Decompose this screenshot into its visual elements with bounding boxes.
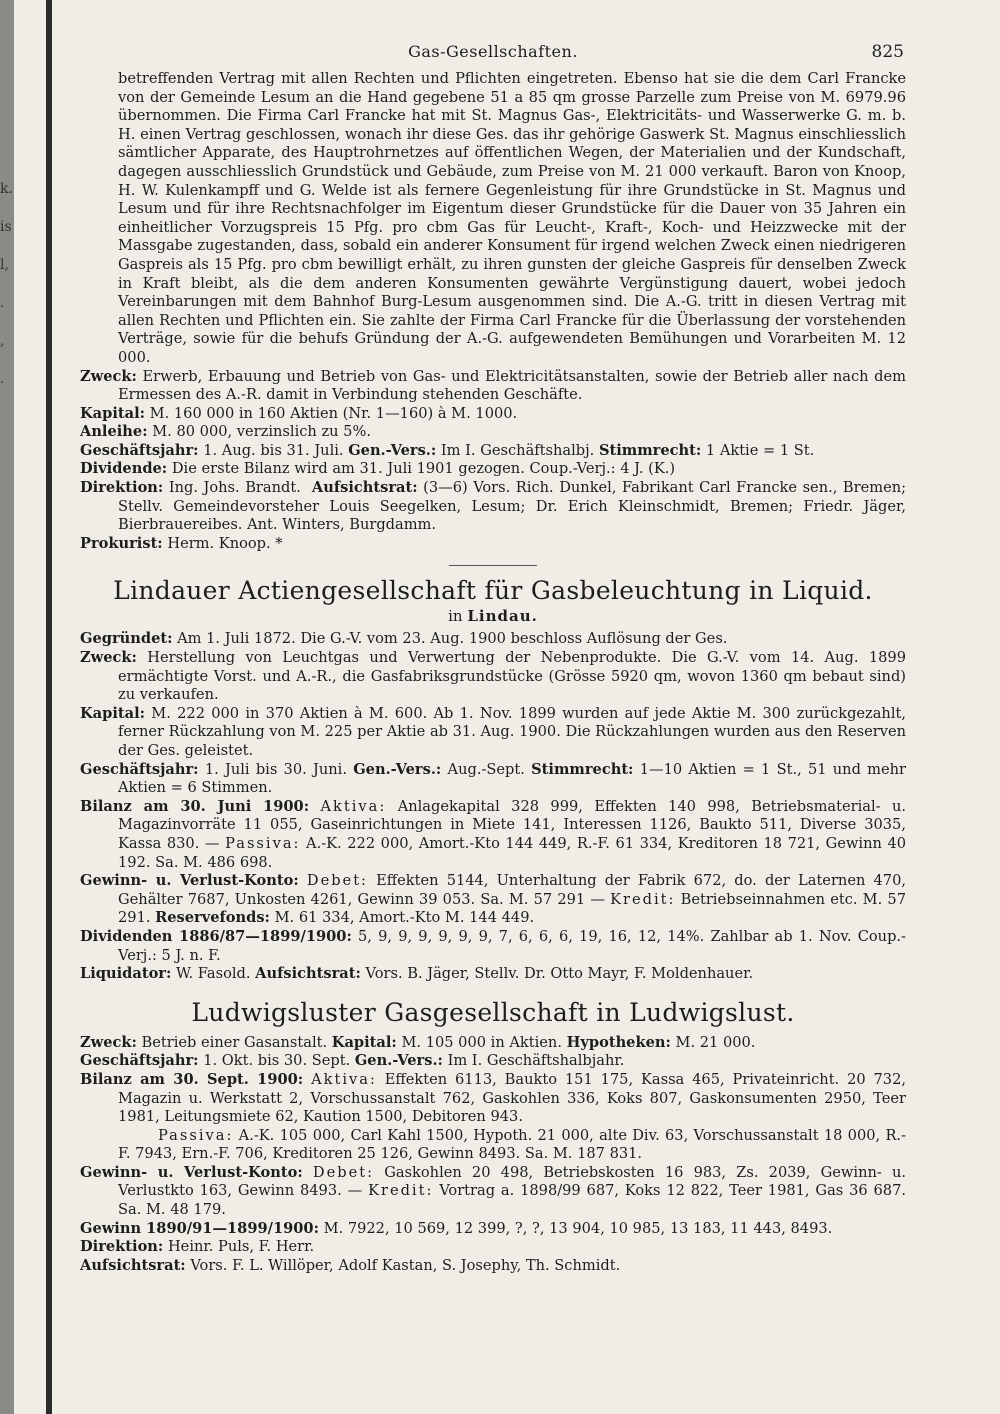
dividende-label: Dividende: [80, 460, 168, 478]
bilanz-entry [80, 798, 906, 872]
gewinn-verlust-entry [80, 1164, 906, 1220]
hypotheken-text: M. 21 000. [675, 1033, 756, 1051]
gegruendet-text: Am 1. Juli 1872. Die G.-V. vom 23. Aug. 1900 beschloss Auflösung der Ges. [177, 630, 728, 648]
kapital-label: Kapital: [80, 404, 146, 422]
zweck-label: Zweck: [80, 1033, 137, 1051]
genvers-label: Gen.-Vers.: [348, 441, 437, 459]
bilanz-label: Bilanz am 30. Sept. 1900: [80, 1070, 304, 1088]
margin-fragment: l, [0, 257, 9, 273]
kredit-label: Kredit: [368, 1182, 434, 1200]
dividenden-entry [80, 928, 906, 965]
zweck-entry [80, 368, 906, 405]
kapital-text: M. 160 000 in 160 Aktien (Nr. 1—160) à M. 1000. [149, 404, 518, 422]
location-city: Lindau. [467, 607, 538, 626]
direktion-label: Direktion: [80, 1238, 164, 1256]
section-divider [449, 565, 537, 566]
kredit-text: Vortrag a. 1898/99 687, Koks 12 822, Teer 1981, Gas 36 687. Sa. M. 48 179. [118, 1182, 906, 1219]
debet-label: Debet: [306, 872, 368, 890]
geschaeftsjahr-entry [80, 761, 906, 798]
margin-fragments [0, 170, 30, 398]
stimmrecht-text: 1—10 Aktien = 1 St., 51 und mehr Aktien = 6 Stimmen. [118, 760, 907, 797]
genvers-text: Im I. Geschäftshalbj. [440, 441, 595, 459]
kapital-entry [80, 405, 906, 424]
margin-fragment: is [0, 219, 12, 235]
direktion-text: Ing. Johs. Brandt. [168, 479, 301, 497]
anleihe-label: Anleihe: [80, 423, 148, 441]
genvers-text: Im I. Geschäftshalbjahr. [447, 1052, 625, 1070]
page-number: 825 [871, 42, 904, 62]
aufsichtsrat-entry [80, 1257, 906, 1276]
gewinn-verlust-label: Gewinn- u. Verlust-Konto: [80, 1163, 303, 1181]
aufsichtsrat-label: Aufsichtsrat: [311, 479, 418, 497]
hypotheken-label: Hypotheken: [566, 1033, 671, 1051]
debet-text: Gaskohlen 20 498, Betriebskosten 16 983, Zs. 2039, Gewinn- u. Verlustkto 163, Gewinn 8493. — [118, 1163, 906, 1200]
passiva-text: A.-K. 105 000, Carl Kahl 1500, Hypoth. 21 000, alte Div. 63, Vorschussanstalt 18 000, R.-F. 7943, Ern.-F. 706, Kreditoren 25 126, Gewinn 8493. Sa. M. 187 831. [118, 1126, 907, 1163]
margin-fragment: . [0, 295, 5, 311]
prokurist-entry [80, 535, 906, 554]
dividenden-label: Dividenden 1886/87—1899/1900: [80, 927, 352, 945]
aufsichtsrat-label: Aufsichtsrat: [80, 1256, 186, 1274]
contract-paragraph: betreffenden Vertrag mit allen Rechten und Pflichten eingetreten. Ebenso hat sie die dem Carl Francke von der Gemeinde Lesum an die Hand gegebene 51 a 85 qm grosse Parzelle zum Preise von M. 6979.96 übernommen. Die Firma Carl Francke hat mit St. Magnus Gas-, Elektricitäts- und Wasserwerke G. m. b. H. einen Vertrag geschlossen, wonach ihr diese Ges. das ihr gehörige Gaswerk St. Magnus einschliesslich sämtlicher Apparate, des Hauptrohrnetzes auf öffentlichen Wegen, der Materialien und der Kundschaft, dagegen ausschliesslich Grundstück und Gebäude, zum Preise von M. 21 000 verkauft. Baron von Knoop, H. W. Kulenkampff und G. Welde ist als fernere Gegenleistung für ihre Grundstücke in St. Magnus und Lesum und für ihre Rechtsnachfolger im Eigentum dieser Grundstücke für die Dauer von 35 Jahren ein einheitlicher Vorzugspreis 15 Pfg. pro cbm Gas für Leucht-, Kraft-, Koch- und Heizzwecke mit der Massgabe zugestanden, dass, sobald ein anderer Konsument für irgend welchen Zweck einen niedrigeren Gaspreis als 15 Pfg. pro cbm bewilligt erhält, zu ihren gunsten der gleiche Gaspreis für denselben Zweck in Kraft bleibt, als die dem anderen Konsumenten gewährte Vergünstigung dauert, wobei jedoch Vereinbarungen mit dem Bahnhof Burg-Lesum ausgenommen sind. Die A.-G. tritt in diesen Vertrag mit allen Rechten und Pflichten ein. Sie zahlte der Firma Carl Francke für die Überlassung der vorstehenden Verträge, sowie für die behufs Gründung der A.-G. aufgewendeten Bemühungen und Vorarbeiten M. 12 000. [118, 70, 906, 366]
running-title: Gas-Gesellschaften. [408, 42, 578, 61]
debet-text: Effekten 5144, Unterhaltung der Fabrik 672, do. der Laternen 470, Gehälter 7687, Unkosten 4261, Gewinn 39 053. Sa. M. 57 291 — [118, 872, 907, 908]
kredit-label: Kredit: [610, 890, 676, 908]
aufsichtsrat-label: Aufsichtsrat: [255, 965, 361, 983]
gewinn-history-text: M. 7922, 10 569, 12 399, ?, ?, 13 904, 10 985, 13 183, 11 443, 8493. [323, 1219, 833, 1237]
debet-label: Debet: [312, 1163, 375, 1181]
company-location [80, 606, 906, 626]
genvers-label: Gen.-Vers.: [353, 760, 442, 778]
aufsichtsrat-text: (3—6) Vors. Rich. Dunkel, Fabrikant Carl Francke sen., Bremen; Stellv. Gemeindevorsteher Louis Seegelken, Lesum; Dr. Erich Kleinschmidt, Bremen; Friedr. Jäger, Bierbrauereibes. Ant. Winters, Burgdamm. [118, 479, 907, 534]
stimmrecht-label: Stimmrecht: [531, 760, 634, 778]
geschaeftsjahr-text: 1. Okt. bis 30. Sept. [203, 1052, 351, 1070]
prokurist-label: Prokurist: [80, 534, 163, 552]
dividenden-text: 5, 9, 9, 9, 9, 9, 9, 7, 6, 6, 6, 19, 16, 12, 14%. Zahlbar ab 1. Nov. Coup.-Verj.: 5 J. n. F. [118, 927, 906, 964]
gegruendet-label: Gegründet: [80, 630, 173, 648]
aktiva-text: Effekten 6113, Baukto 151 175, Kassa 465, Privateinricht. 20 732, Magazin u. Werkstatt 2, Vorschussanstalt 762, Gaskohlen 336, Koks 807, Gaskonsumenten 2950, Teer 1981, Leitungsmiete 62, Kaution 1500, Debitoren 943. [118, 1070, 907, 1126]
kapital-label: Kapital: [80, 704, 146, 722]
geschaeftsjahr-entry [80, 442, 906, 461]
kapital-text: M. 105 000 in Aktien. [401, 1033, 562, 1051]
liquidator-entry [80, 965, 906, 984]
gewinn-history-entry [80, 1220, 906, 1239]
reservefonds-label: Reservefonds: [155, 909, 270, 927]
aktiva-label: Aktiva: [320, 797, 387, 815]
kredit-text: Betriebseinnahmen etc. M. 57 291. [118, 890, 906, 927]
margin-fragment: k. [0, 181, 13, 197]
bilanz-label: Bilanz am 30. Juni 1900: [80, 797, 310, 815]
gewinn-verlust-entry [80, 872, 906, 928]
genvers-text: Aug.-Sept. [447, 760, 525, 778]
gewinn-verlust-label: Gewinn- u. Verlust-Konto: [80, 872, 299, 890]
gewinn-history-label: Gewinn 1890/91—1899/1900: [80, 1219, 319, 1237]
liquidator-text: W. Fasold. [176, 965, 251, 983]
margin-fragment: , [0, 333, 5, 349]
company-title: Ludwigsluster Gasgesellschaft in Ludwigslust. [191, 997, 795, 1027]
margin-fragment: . [0, 371, 5, 387]
liquidator-label: Liquidator: [80, 965, 172, 983]
bilanz-entry [80, 1071, 906, 1127]
zweck-text: Erwerb, Erbauung und Betrieb von Gas- und Elektricitätsanstalten, sowie der Betrieb aller nach dem Ermessen des A.-R. damit in Verbindung stehenden Geschäfte. [118, 367, 907, 404]
passiva-label: Passiva: [158, 1126, 234, 1144]
aktiva-text: Anlagekapital 328 999, Effekten 140 998, Betriebsmaterial- u. Magazinvorräte 11 055, Gaseinrichtungen in Miete 141, Interessen 1126, Baukto 511, Diverse 3035, Kassa 830. — [118, 797, 907, 852]
direktion-entry [80, 479, 906, 535]
zweck-entry [80, 649, 906, 705]
section-ludwigsluster [80, 998, 906, 1276]
geschaeftsjahr-label: Geschäftsjahr: [80, 760, 199, 778]
geschaeftsjahr-text: 1. Aug. bis 31. Juli. [203, 441, 344, 459]
zweck-label: Zweck: [80, 367, 137, 385]
stimmrecht-text: 1 Aktie = 1 St. [705, 441, 815, 459]
anleihe-entry [80, 423, 906, 442]
page-content [80, 36, 906, 1275]
location-prefix: in [448, 607, 463, 626]
anleihe-text: M. 80 000, verzinslich zu 5%. [152, 423, 371, 441]
dividende-entry [80, 460, 906, 479]
genvers-label: Gen.-Vers.: [354, 1052, 443, 1070]
geschaeftsjahr-label: Geschäftsjahr: [80, 1052, 199, 1070]
geschaeftsjahr-entry [80, 1052, 906, 1071]
section-continuation [80, 70, 906, 553]
page-fold-line [46, 0, 52, 1414]
zweck-text: Betrieb einer Gasanstalt. [141, 1033, 328, 1051]
company-title: Lindauer Actiengesellschaft für Gasbeleuchtung in Liquid. [113, 576, 873, 606]
running-head [80, 36, 906, 70]
kapital-label: Kapital: [331, 1033, 397, 1051]
kapital-text: M. 222 000 in 370 Aktien à M. 600. Ab 1. Nov. 1899 wurden auf jede Aktie M. 300 zurückgezahlt, ferner Rückzahlung von M. 225 per Aktie ab 31. Aug. 1900. Die Rückzahlungen wurden aus den Reserven der Ges. geleistet. [118, 704, 907, 759]
aktiva-label: Aktiva: [311, 1070, 377, 1088]
prokurist-text: Herm. Knoop. * [167, 534, 283, 552]
geschaeftsjahr-label: Geschäftsjahr: [80, 441, 199, 459]
zweck-entry [80, 1034, 906, 1053]
kapital-entry [80, 705, 906, 761]
zweck-label: Zweck: [80, 649, 137, 667]
dividende-text: Die erste Bilanz wird am 31. Juli 1901 gezogen. [171, 460, 525, 478]
coupon-text: Coup.-Verj.: 4 J. (K.) [529, 460, 676, 478]
passiva-entry [80, 1127, 906, 1164]
zweck-text: Herstellung von Leuchtgas und Verwertung der Nebenprodukte. Die G.-V. vom 14. Aug. 1899 ermächtigte Vorst. und A.-R., die Gasfabriksgrundstücke (Grösse 5920 qm, wovon 1360 qm bebaut sind) zu verkaufen. [118, 649, 907, 704]
passiva-label: Passiva: [225, 834, 301, 852]
reservefonds-text: M. 61 334, Amort.-Kto M. 144 449. [274, 909, 535, 927]
geschaeftsjahr-text: 1. Juli bis 30. Juni. [204, 760, 347, 778]
gegruendet-entry [80, 630, 906, 649]
stimmrecht-label: Stimmrecht: [598, 441, 702, 459]
direktion-label: Direktion: [80, 479, 164, 497]
passiva-text: A.-K. 222 000, Amort.-Kto 144 449, R.-F. 61 334, Kreditoren 18 721, Gewinn 40 192. Sa. M. 486 698. [118, 834, 907, 871]
direktion-entry [80, 1238, 906, 1257]
aufsichtsrat-text: Vors. F. L. Willöper, Adolf Kastan, S. Josephy, Th. Schmidt. [190, 1256, 621, 1274]
direktion-text: Heinr. Puls, F. Herr. [167, 1238, 315, 1256]
aufsichtsrat-text: Vors. B. Jäger, Stellv. Dr. Otto Mayr, F. Moldenhauer. [365, 965, 754, 983]
section-lindauer [80, 576, 906, 983]
